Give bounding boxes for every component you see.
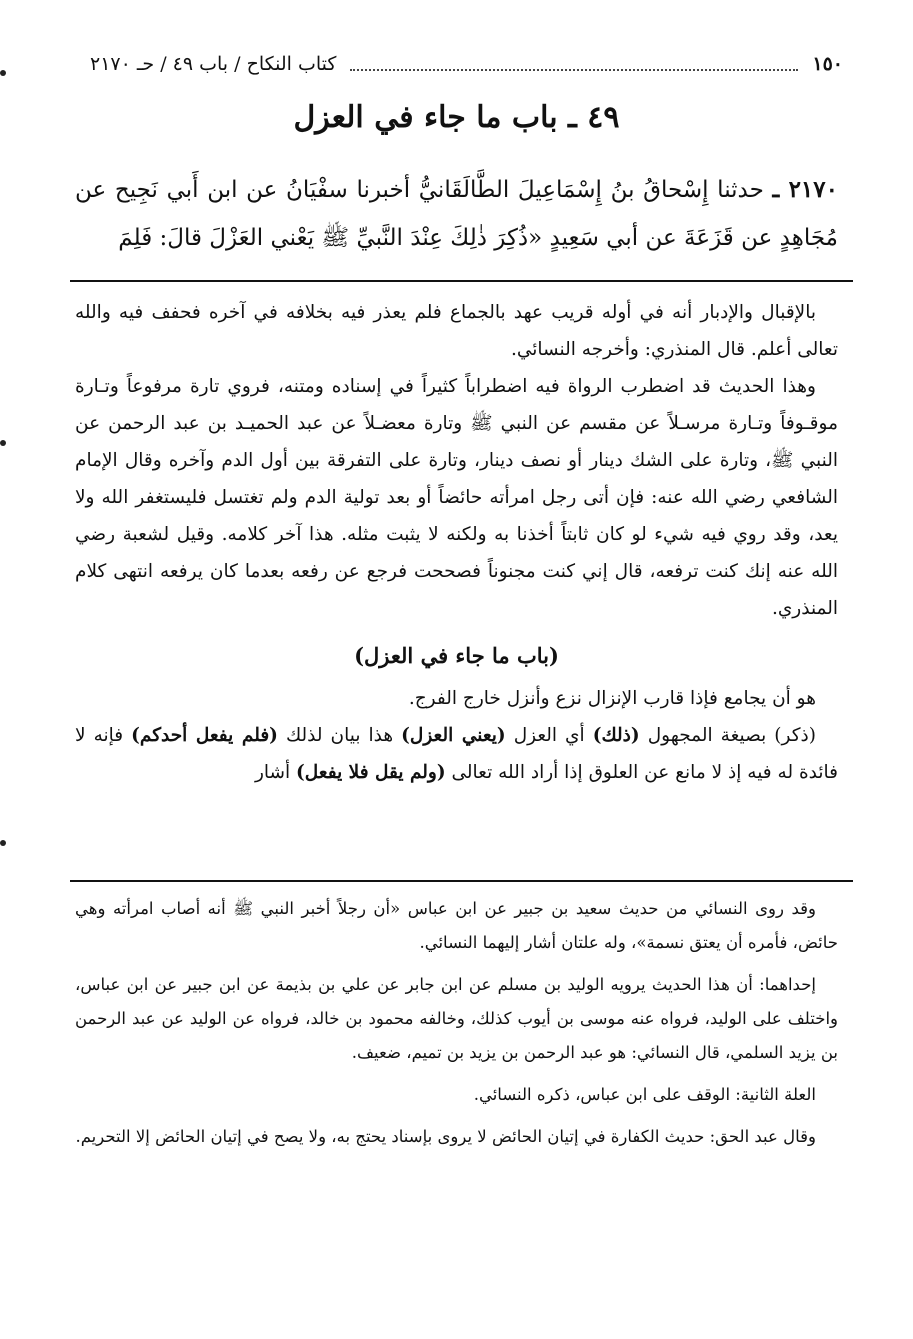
- hadith-number: ٢١٧٠ ـ: [772, 176, 838, 203]
- text-run: (ذكر) بصيغة المجهول: [639, 725, 816, 746]
- commentary-paragraph: هو أن يجامع فإذا قارب الإنزال نزع وأنزل خارج الفرج.: [408, 688, 816, 709]
- running-title: كتاب النكاح / باب ٤٩ / حـ ٢١٧٠: [90, 53, 337, 75]
- scan-margin-mark: [0, 70, 6, 76]
- footnote-paragraph: إحداهما: أن هذا الحديث يرويه الوليد بن مسلم عن ابن جابر عن علي بن بذيمة عن ابن جبير عن ابن عباس، واختلف على الوليد، فرواه عنه موسى بن أيوب كذلك، وخالفه محمود بن خالد، فرواه عن الوليد عن عبد الرحمن بن يزيد السلمي، قال النسائي: هو عبد الرحمن بن يزيد بن تميم، ضعيف.: [75, 975, 838, 1062]
- footnote-divider: [70, 880, 853, 882]
- bold-text-run: (ذلك): [592, 725, 640, 746]
- hadith-body: حدثنا إِسْحاقُ بنُ إِسْمَاعِيلَ الطَّالَقَانيُّ أخبرنا سفْيَانُ عن ابن أَبي نَجِيح عن مُجَاهِدٍ عن قَزَعَةَ عن أبي سَعِيدٍ «ذُكِرَ ذٰلِكَ عِنْدَ النَّبيِّ ﷺ يَعْني العَزْلَ قالَ: فَلِمَ: [75, 177, 838, 251]
- chapter-heading: ٤٩ ـ باب ما جاء في العزل: [293, 100, 620, 135]
- commentary-subheading: (باب ما جاء في العزل): [354, 643, 559, 668]
- text-run: فإنه لا فائدة له فيه إذ لا مانع عن العلوق إذا أراد الله تعالى: [75, 725, 838, 783]
- scan-margin-mark: [0, 440, 6, 446]
- text-run: أشار: [254, 762, 297, 783]
- commentary-paragraph: وهذا الحديث قد اضطرب الرواة فيه اضطراباً كثيراً في إسناده ومتنه، فروي تارة مرفوعاً وتـارة موقـوفاً وتـارة مرسـلاً عن مقسم عن النبي ﷺ وتارة معضـلاً عن عبد الحميـد بن عبد الرحمن عن النبي ﷺ، وتارة على الشك دينار أو نصف دينار، وتارة على التفرقة بين أول الدم وآخره وقال الإمام الشافعي رضي الله عنه: فإن أتى رجل امرأته حائضاً أو بعد تولية الدم ولم تغتسل فليستغفر الله ولا يعد، وقد روي فيه شيء لو كان ثابتاً أخذنا به ولكنه لا يثبت مثله. هذا آخر كلامه. وقيل لشعبة رضي الله عنه إنك كنت ترفعه، قال إني كنت مجنوناً فصححت فرجع عن رفعه بعدما كان يرفعه انتهى كلام المنذري.: [75, 376, 838, 619]
- commentary: [75, 294, 838, 791]
- commentary-paragraph: [75, 717, 838, 791]
- footnote-paragraph: وقال عبد الحق: حديث الكفارة في إتيان الحائض لا يروى بإسناد يحتج به، ولا يصح في إتيان الحائض إلا التحريم.: [75, 1127, 816, 1146]
- scan-margin-mark: [0, 840, 6, 846]
- bold-text-run: (يعني العزل): [401, 725, 506, 746]
- commentary-paragraph: بالإقبال والإدبار أنه في أوله قريب عهد بالجماع فلم يعذر فيه بخلافه في آخره فحفف فيه والله تعالى أعلم. قال المنذري: وأخرجه النسائي.: [75, 302, 838, 360]
- leader-dots: [350, 57, 798, 71]
- bold-text-run: (فلم يفعل أحدكم): [131, 725, 278, 746]
- footnote-paragraph: وقد روى النسائي من حديث سعيد بن جبير عن ابن عباس «أن رجلاً أخبر النبي ﷺ أنه أصاب امرأته وهي حائض، فأمره أن يعتق نسمة»، وله علتان أشار إليهما النسائي.: [75, 899, 838, 952]
- text-run: أي العزل: [505, 725, 593, 746]
- hadith-text: [75, 166, 838, 262]
- bold-text-run: (ولم يقل فلا يفعل): [296, 762, 446, 783]
- section-divider: [70, 280, 853, 282]
- page-header: [90, 44, 843, 84]
- page-number: ١٥٠: [812, 53, 843, 75]
- text-run: هذا بيان لذلك: [277, 725, 402, 746]
- footnotes: [75, 892, 838, 1162]
- footnote-paragraph: العلة الثانية: الوقف على ابن عباس، ذكره النسائي.: [473, 1085, 816, 1104]
